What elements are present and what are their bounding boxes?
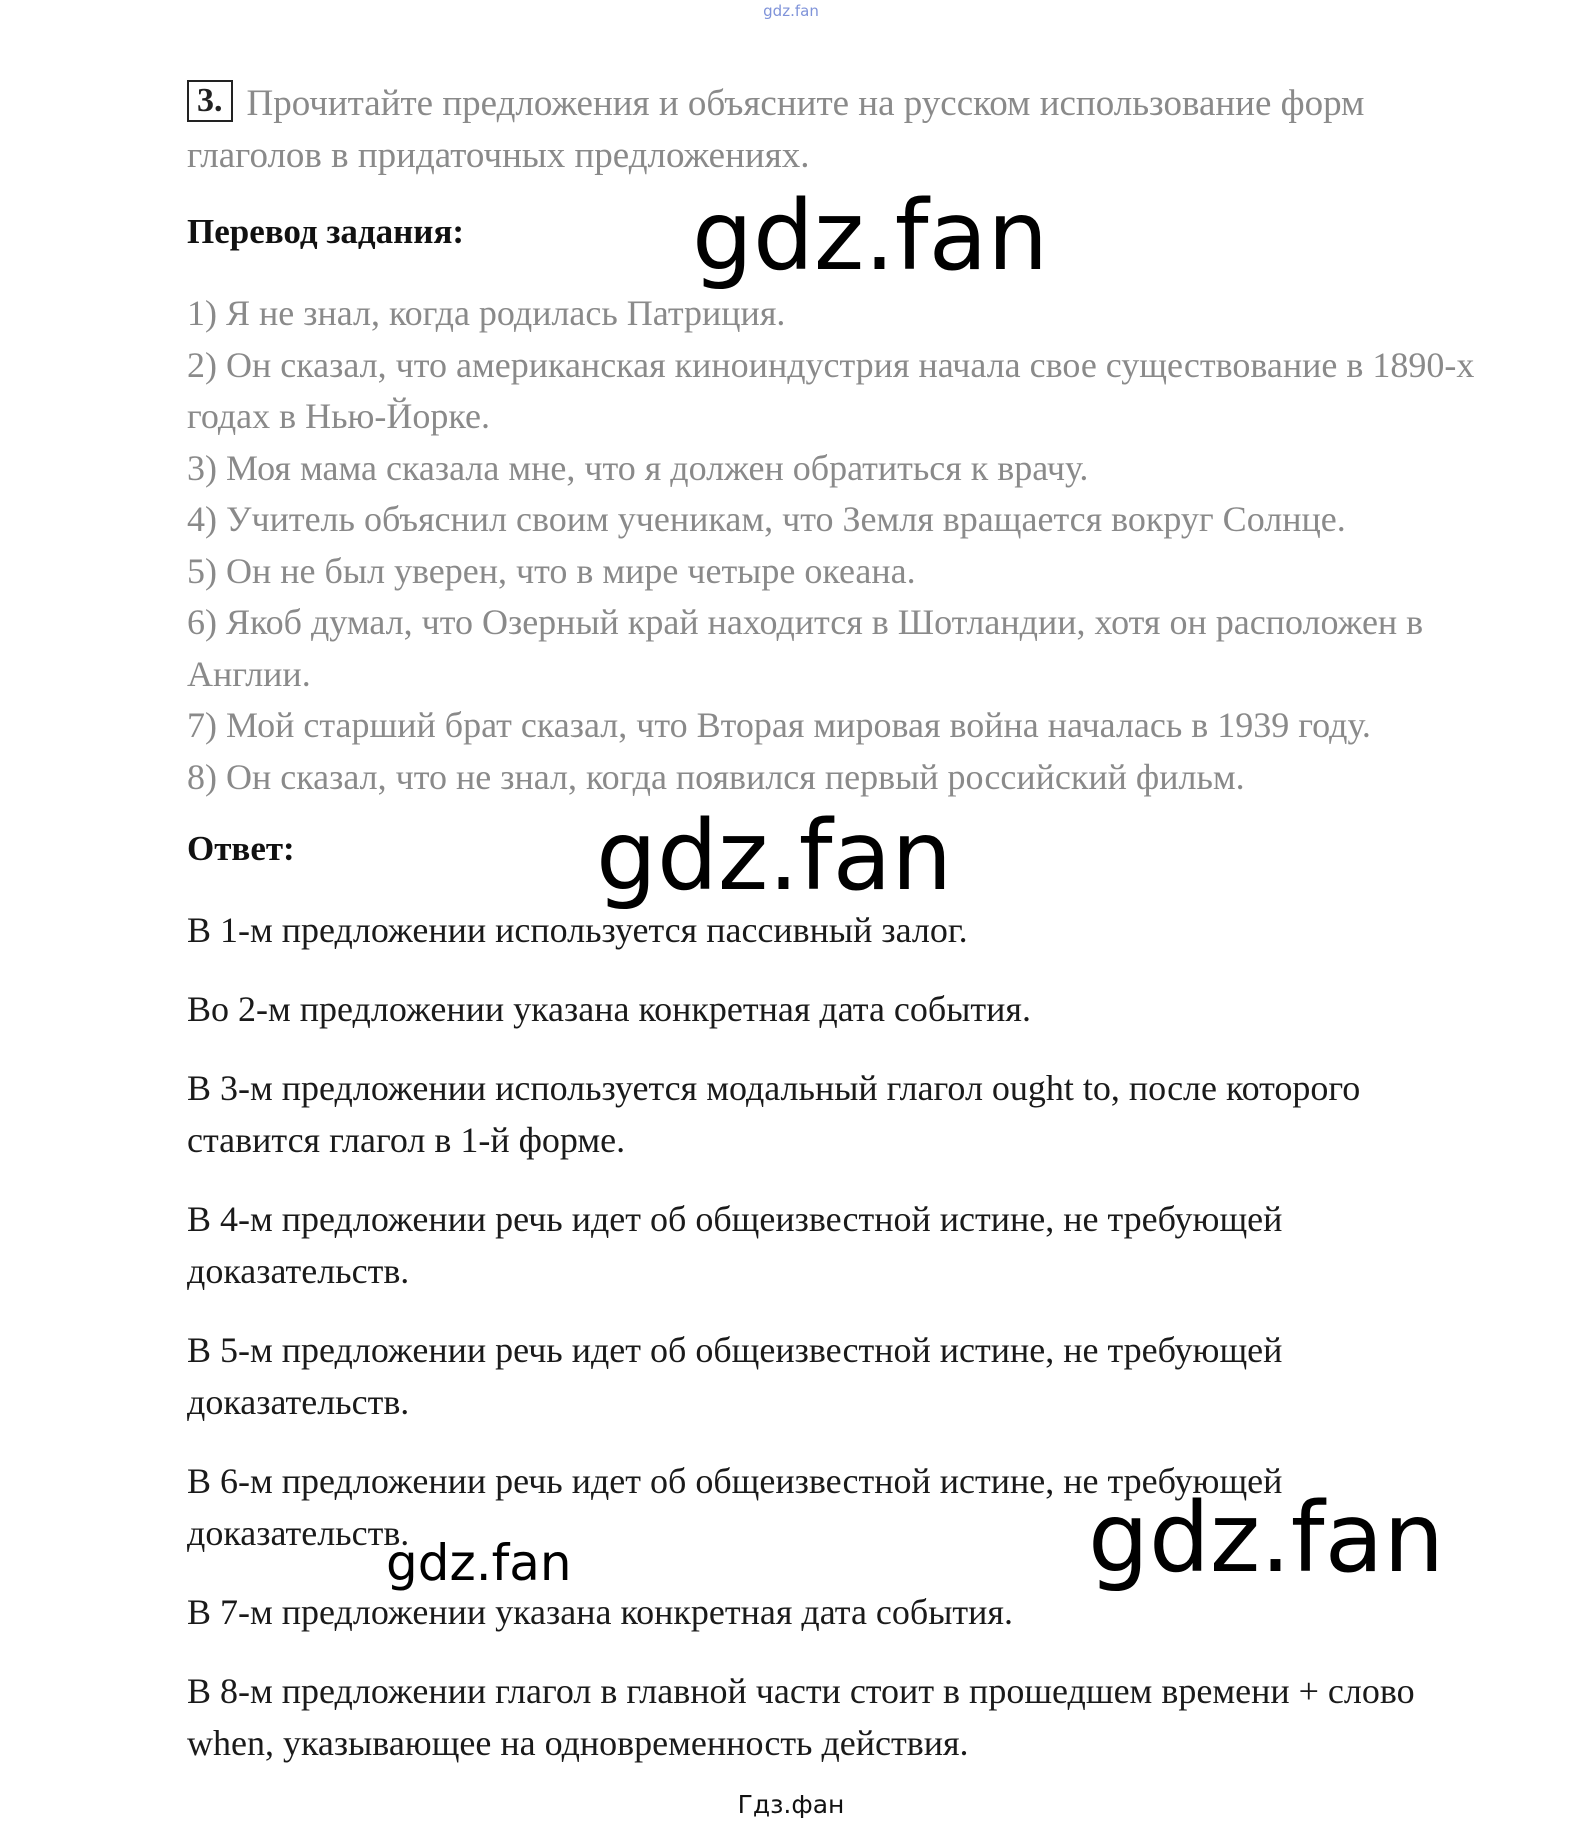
translation-item: 5) Он не был уверен, что в мире четыре океана. — [187, 550, 916, 591]
task-statement — [187, 78, 1487, 182]
answer-list — [187, 904, 1487, 1796]
task-number: 3. — [187, 80, 233, 122]
watermark: gdz.fan — [596, 800, 953, 912]
answer-item: В 8-м предложении глагол в главной части стоит в прошедшем времени + слово when, указывающее на одновременность действия. — [187, 1671, 1415, 1763]
translation-item: 6) Якоб думал, что Озерный край находится в Шотландии, хотя он расположен в Англии. — [187, 602, 1424, 694]
answer-heading: Ответ: — [187, 829, 295, 868]
answer-item: Во 2-м предложении указана конкретная дата события. — [187, 989, 1031, 1029]
translation-item: 3) Моя мама сказала мне, что я должен обратиться к врачу. — [187, 447, 1089, 488]
watermark: gdz.fan — [1088, 1482, 1445, 1594]
answer-item: В 4-м предложении речь идет об общеизвестной истине, не требующей доказательств. — [187, 1199, 1283, 1291]
translation-item: 2) Он сказал, что американская киноиндустрия начала свое существование в 1890-х годах в Нью-Йорке. — [187, 344, 1475, 436]
translation-item: 8) Он сказал, что не знал, когда появился первый российский фильм. — [187, 756, 1245, 797]
translation-item: 4) Учитель объяснил своим ученикам, что Земля вращается вокруг Солнце. — [187, 499, 1346, 539]
answer-item: В 5-м предложении речь идет об общеизвестной истине, не требующей доказательств. — [187, 1330, 1283, 1422]
translation-heading: Перевод задания: — [187, 212, 465, 251]
translation-item: 7) Мой старший брат сказал, что Вторая мировая война началась в 1939 году. — [187, 705, 1371, 745]
answer-item: В 3-м предложении используется модальный глагол ought to, после которого ставится глагол в 1-й форме. — [187, 1068, 1361, 1160]
top-watermark: gdz.fan — [763, 2, 819, 20]
answer-item: В 7-м предложении указана конкретная дата события. — [187, 1592, 1013, 1632]
watermark: gdz.fan — [386, 1534, 572, 1592]
task-text: Прочитайте предложения и объясните на русском использование форм глаголов в придаточных предложениях. — [187, 83, 1365, 176]
watermark: gdz.fan — [692, 180, 1049, 292]
bottom-watermark: Гдз.фан — [737, 1790, 845, 1819]
translation-item: 1) Я не знал, когда родилась Патриция. — [187, 293, 786, 333]
answer-item: В 6-м предложении речь идет об общеизвестной истине, не требующей доказательств. — [187, 1461, 1283, 1553]
translation-list — [187, 288, 1487, 803]
answer-item: В 1-м предложении используется пассивный залог. — [187, 910, 968, 950]
